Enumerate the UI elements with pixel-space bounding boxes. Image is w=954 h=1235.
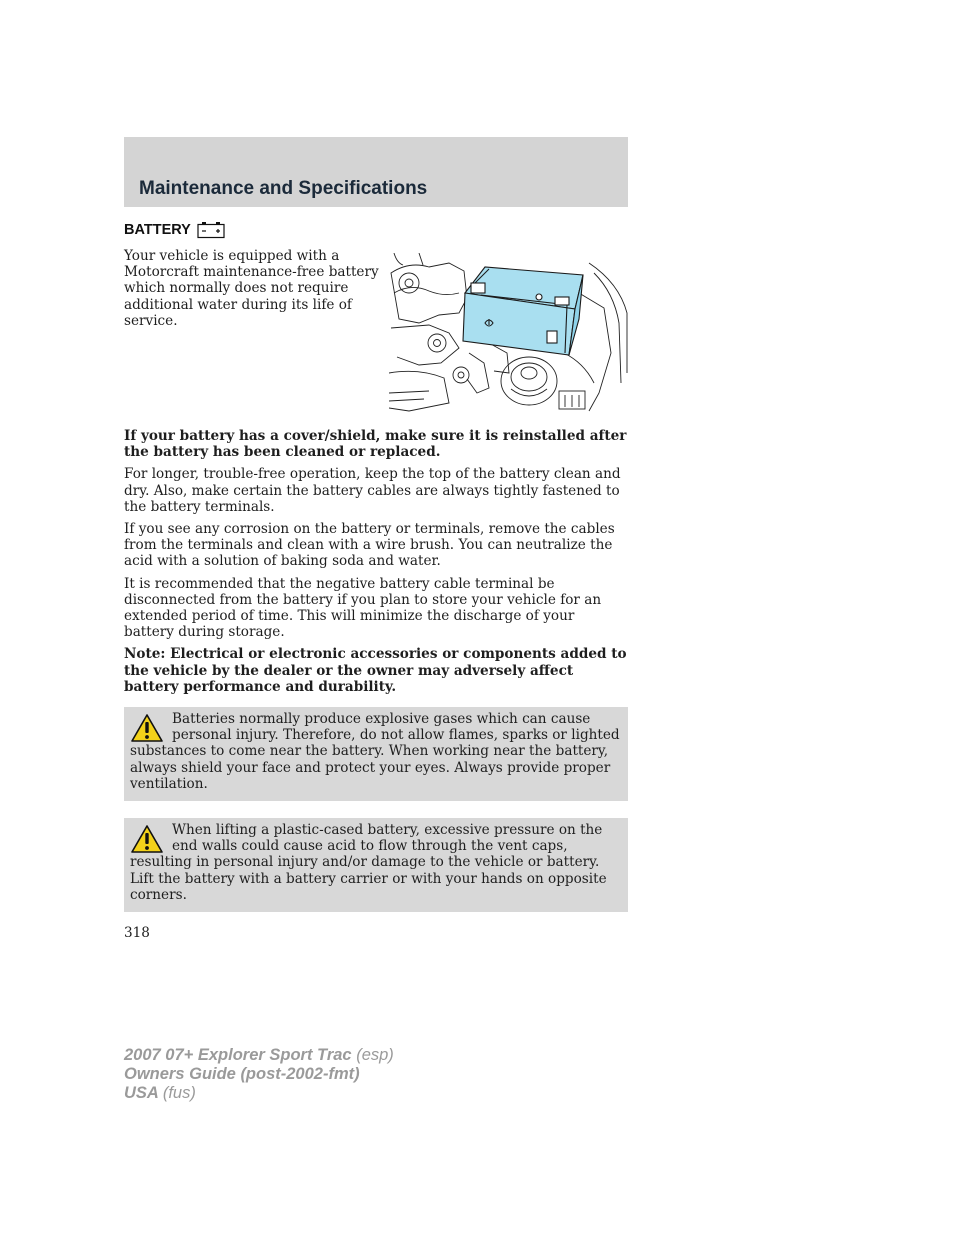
footer-line-3 (124, 1084, 394, 1103)
document-footer (124, 1046, 394, 1103)
section-heading (124, 221, 225, 239)
accessories-note: Note: Electrical or electronic accessories or components added to the vehicle by the dealer or the owner may adversely affect battery performance and durability. (124, 646, 627, 695)
header-title: Maintenance and Specifications (139, 178, 428, 199)
footer-model: 2007 07+ Explorer Sport Trac (124, 1046, 352, 1064)
section-title: BATTERY (124, 222, 191, 238)
footer-market: USA (124, 1084, 159, 1102)
warning-box-explosive-gases (124, 707, 628, 801)
warning-text: When lifting a plastic-cased battery, excessive pressure on the end walls could cause acid to flow through the vent caps, resulting in personal injury and/or damage to the vehicle or battery. Lift the battery with a battery carrier or with your hands on opposite corners. (130, 822, 607, 903)
warning-box-lifting-battery (124, 818, 628, 912)
storage-paragraph: It is recommended that the negative battery cable terminal be disconnected from the battery if you plan to store your vehicle for an extended period of time. This will minimize the discharge of your battery during storage. (124, 575, 602, 641)
warning-triangle-icon (130, 713, 164, 743)
warning-triangle-icon (130, 824, 164, 854)
battery-icon (197, 221, 225, 239)
main-content (124, 428, 628, 912)
clean-terminals-paragraph: For longer, trouble-free operation, keep the top of the battery clean and dry. Also, make certain the battery cables are always tightly fastened to the battery terminals. (124, 466, 621, 515)
footer-guide: Owners Guide (post-2002-fmt) (124, 1065, 360, 1083)
footer-model-code: (esp) (356, 1046, 394, 1064)
battery-under-hood-illustration (389, 253, 629, 413)
header-band (124, 137, 628, 207)
cover-shield-paragraph: If your battery has a cover/shield, make sure it is reinstalled after the battery has been cleaned or replaced. (124, 428, 627, 461)
footer-market-code: (fus) (162, 1084, 196, 1102)
footer-line-2 (124, 1065, 394, 1084)
warning-text: Batteries normally produce explosive gases which can cause personal injury. Therefore, do not allow flames, sparks or lighted substances to come near the battery. When working near the battery, always shield your face and protect your eyes. Always provide proper ventilation. (130, 711, 620, 792)
battery-intro: Your vehicle is equipped with a Motorcraft maintenance-free battery which normally does not require additional water during its life of service. (124, 248, 379, 329)
footer-line-1 (124, 1046, 394, 1065)
page-number: 318 (124, 925, 150, 941)
corrosion-paragraph: If you see any corrosion on the battery or terminals, remove the cables from the terminals and clean with a wire brush. You can neutralize the acid with a solution of baking soda and water. (124, 521, 615, 570)
